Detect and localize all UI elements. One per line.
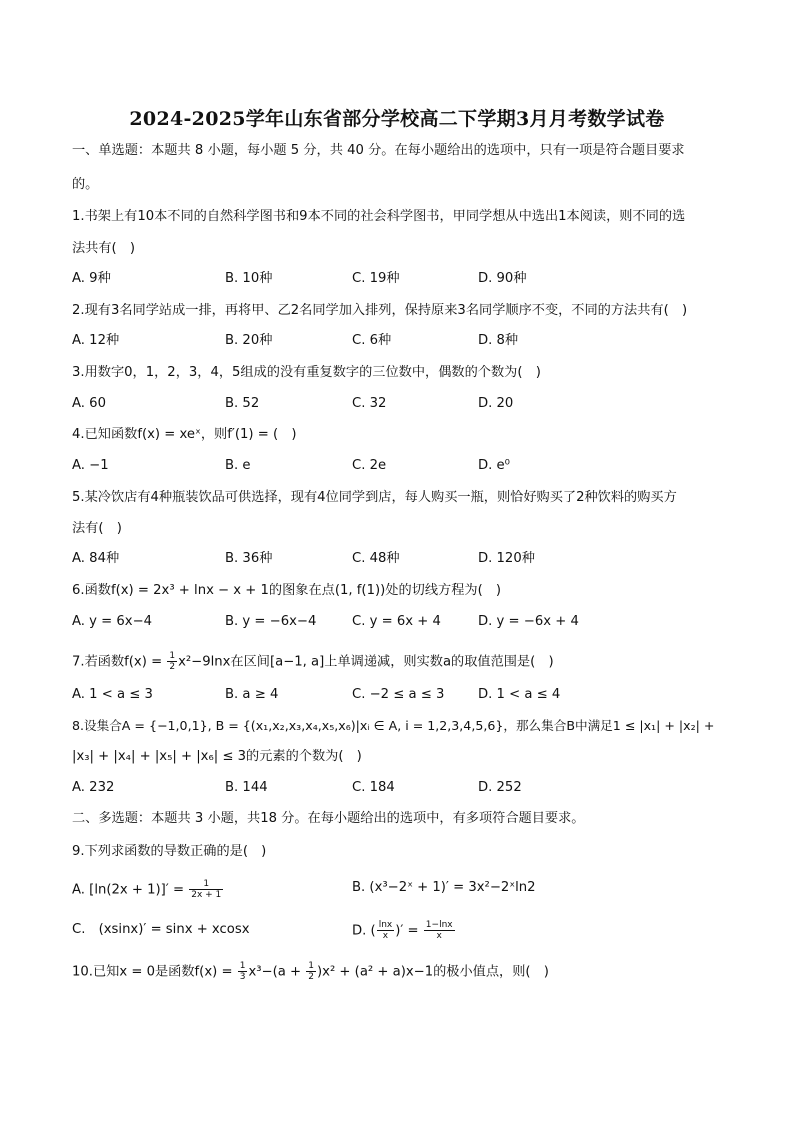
q5-option-d: D. 120种	[478, 551, 535, 566]
question-1: 1.书架上有10本不同的自然科学图书和9本不同的社会科学图书，甲同学想从中选出1本阅读，则不同的选	[72, 209, 686, 224]
q9-d-pre: D. (	[352, 923, 376, 939]
q4-option-b: B. e	[225, 458, 251, 473]
q10-frac2-den: 2	[308, 972, 314, 982]
q10-frac2-num: 1	[308, 961, 314, 971]
q9-d-inner-den: x	[382, 931, 389, 941]
q4-option-a: A. −1	[72, 458, 109, 473]
q5-option-c: C. 48种	[352, 551, 400, 566]
q9-d-inner-num: lnx	[378, 920, 393, 930]
section-1-heading: 一、单选题：本题共 8 小题，每小题 5 分，共 40 分。在每小题给出的选项中，只有一项是符合题目要求	[72, 143, 685, 158]
q3-option-b: B. 52	[225, 396, 260, 411]
q10-text-mid: x³−(a +	[248, 964, 306, 980]
q9-d-frac-num: 1−lnx	[425, 920, 453, 930]
q2-option-d: D. 8种	[478, 333, 519, 348]
q9-a-fraction	[189, 879, 223, 900]
q9-option-c: C. (xsinx)′ = sinx + xcosx	[72, 922, 250, 937]
q2-option-c: C. 6种	[352, 333, 392, 348]
q6-option-b: B. y = −6x−4	[225, 614, 317, 629]
question-3: 3.用数字0，1，2，3，4，5组成的没有重复数字的三位数中，偶数的个数为( )	[72, 365, 541, 380]
q10-text-pre: 10.已知x = 0是函数f(x) =	[72, 964, 237, 980]
q7-frac-den: 2	[169, 662, 176, 672]
q8-option-d: D. 252	[478, 780, 522, 795]
question-1-cont: 法共有( )	[72, 241, 136, 256]
question-5: 5.某冷饮店有4种瓶装饮品可供选择，现有4位同学到店，每人购买一瓶，则恰好购买了2种饮料的购买方	[72, 490, 677, 505]
q9-a-frac-den: 2x + 1	[191, 890, 222, 900]
q8-option-a: A. 232	[72, 780, 115, 795]
q2-option-b: B. 20种	[225, 333, 273, 348]
q7-option-d: D. 1 < a ≤ 4	[478, 687, 561, 702]
q7-option-b: B. a ≥ 4	[225, 687, 279, 702]
q7-text-pre: 7.若函数f(x) =	[72, 654, 167, 670]
q1-option-c: C. 19种	[352, 271, 400, 286]
section-2-heading: 二、多选题：本题共 3 小题，共18 分。在每小题给出的选项中，有多项符合题目要求。	[72, 811, 585, 826]
q8-option-b: B. 144	[225, 780, 268, 795]
q10-frac1-num: 1	[239, 961, 246, 971]
q9-option-b: B. (x³−2ˣ + 1)′ = 3x²−2ˣln2	[352, 880, 536, 895]
q2-option-a: A. 12种	[72, 333, 120, 348]
q9-a-frac-num: 1	[189, 879, 223, 890]
question-8: 8.设集合A = {−1,0,1}, B = {(x₁,x₂,x₃,x₄,x₅,x₆)|xᵢ ∈ A, i = 1,2,3,4,5,6}，那么集合B中满足1 ≤ |x₁| + |x₂| +	[72, 718, 715, 733]
q10-fraction-2	[306, 961, 316, 982]
q10-frac1-den: 3	[239, 972, 246, 982]
q6-option-d: D. y = −6x + 4	[478, 614, 579, 629]
q9-a-text: A. [ln(2x + 1)]′ =	[72, 882, 189, 898]
q10-fraction-1	[238, 961, 248, 982]
q3-option-c: C. 32	[352, 396, 387, 411]
question-8-cont: |x₃| + |x₄| + |x₅| + |x₆| ≤ 3的元素的个数为( )	[72, 749, 362, 764]
q7-option-c: C. −2 ≤ a ≤ 3	[352, 687, 445, 702]
q3-option-a: A. 60	[72, 396, 106, 411]
q9-d-mid: )′ =	[395, 923, 423, 939]
q6-option-c: C. y = 6x + 4	[352, 614, 441, 629]
q9-d-inner-fraction	[377, 920, 395, 941]
q10-text-post: )x² + (a² + a)x−1的极小值点，则( )	[317, 964, 549, 980]
q7-frac-num: 1	[169, 651, 176, 661]
q9-d-fraction	[424, 920, 455, 941]
q7-fraction	[167, 651, 177, 672]
q9-option-d	[352, 920, 456, 941]
q1-option-d: D. 90种	[478, 271, 527, 286]
q4-option-d: D. e⁰	[478, 458, 510, 473]
question-7	[72, 651, 554, 672]
question-4: 4.已知函数f(x) = xeˣ，则f′(1) = ( )	[72, 427, 297, 442]
q5-option-a: A. 84种	[72, 551, 120, 566]
q1-option-a: A. 9种	[72, 271, 111, 286]
section-1-heading-cont: 的。	[72, 177, 99, 192]
q9-option-a	[72, 879, 224, 900]
question-5-cont: 法有( )	[72, 521, 122, 536]
q1-option-b: B. 10种	[225, 271, 273, 286]
q7-text-post: x²−9lnx在区间[a−1, a]上单调递减，则实数a的取值范围是( )	[178, 654, 554, 670]
question-9: 9.下列求函数的导数正确的是( )	[72, 844, 267, 859]
question-10	[72, 961, 549, 982]
q4-option-c: C. 2e	[352, 458, 387, 473]
q6-option-a: A. y = 6x−4	[72, 614, 153, 629]
question-2: 2.现有3名同学站成一排，再将甲、乙2名同学加入排列，保持原来3名同学顺序不变，不同的方法共有( )	[72, 303, 688, 318]
q3-option-d: D. 20	[478, 396, 514, 411]
q7-option-a: A. 1 < a ≤ 3	[72, 687, 153, 702]
question-6: 6.函数f(x) = 2x³ + lnx − x + 1的图象在点(1, f(1))处的切线方程为( )	[72, 583, 502, 598]
exam-title: 2024-2025学年山东省部分学校高二下学期3月月考数学试卷	[129, 108, 665, 130]
q9-d-frac-den: x	[436, 931, 442, 941]
q8-option-c: C. 184	[352, 780, 395, 795]
q5-option-b: B. 36种	[225, 551, 273, 566]
